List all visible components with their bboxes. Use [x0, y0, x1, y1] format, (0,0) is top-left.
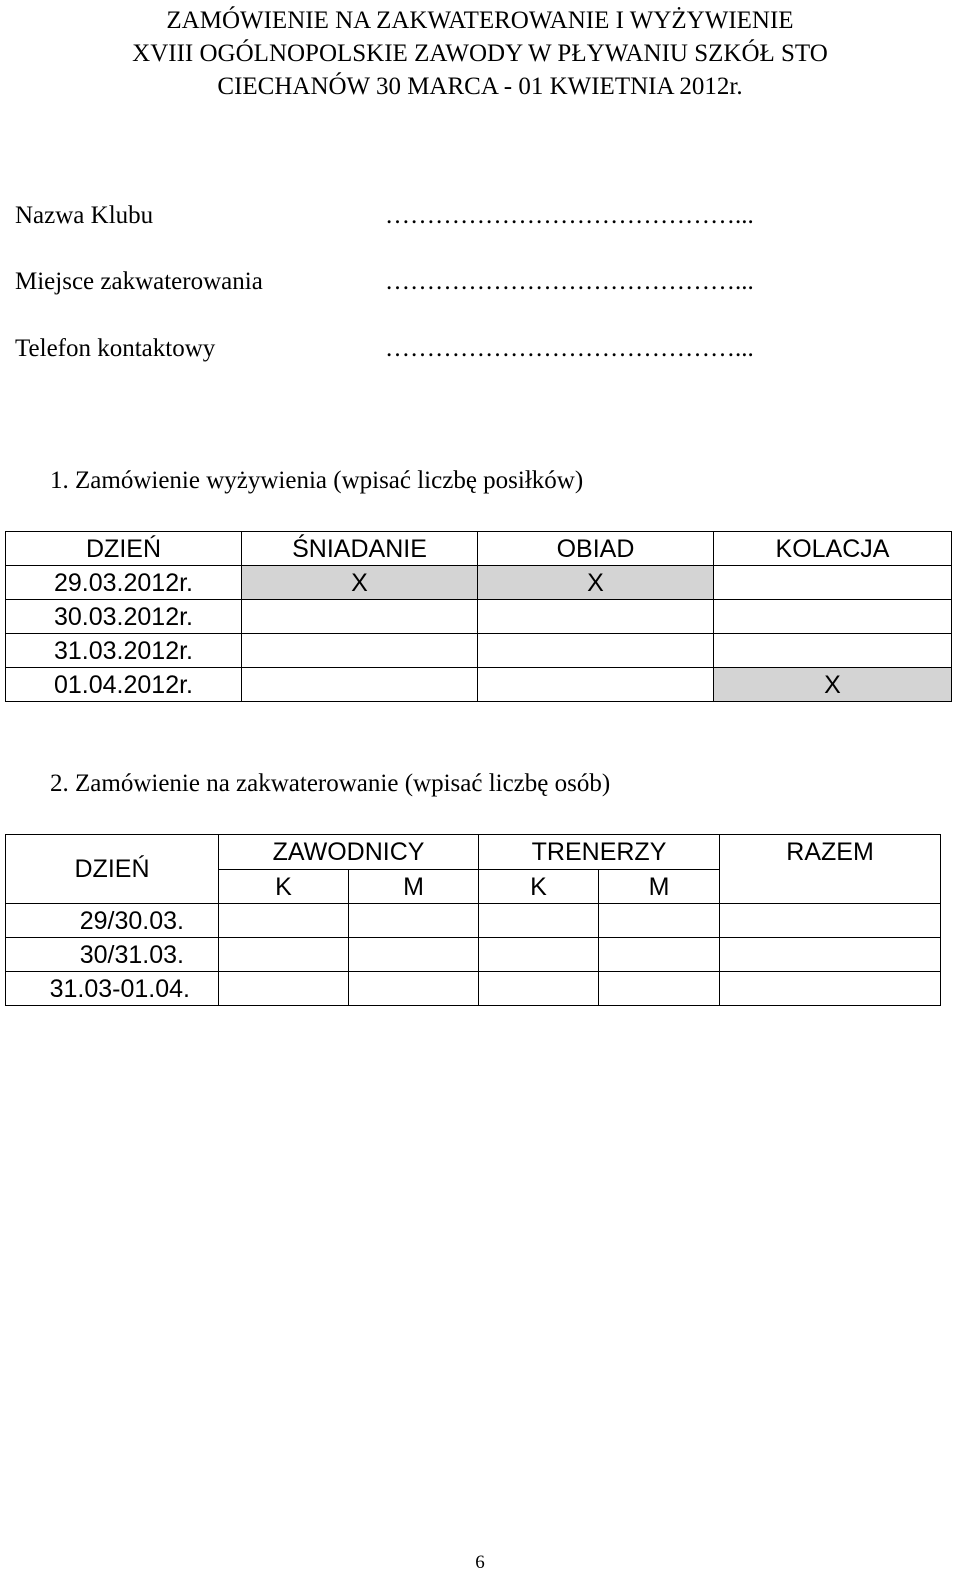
cell-lunch[interactable] [478, 668, 714, 702]
table-row [6, 566, 952, 600]
cell-athletes-men[interactable] [349, 972, 479, 1006]
document-title [0, 4, 960, 103]
cell-coaches-men[interactable] [599, 938, 720, 972]
field-value-club-name[interactable]: ……………………………………... [385, 202, 754, 229]
cell-dinner: X [714, 668, 952, 702]
subheader-coaches-men: M [599, 870, 720, 904]
cell-coaches-women[interactable] [479, 938, 599, 972]
header-day: DZIEŃ [6, 532, 242, 566]
cell-athletes-women[interactable] [219, 938, 349, 972]
row-day: 29.03.2012r. [6, 566, 242, 600]
subheader-athletes-women: K [219, 870, 349, 904]
cell-breakfast[interactable] [242, 668, 478, 702]
header-lunch: OBIAD [478, 532, 714, 566]
cell-coaches-women[interactable] [479, 972, 599, 1006]
row-day: 01.04.2012r. [6, 668, 242, 702]
table-row [6, 904, 941, 938]
field-value-phone[interactable]: ……………………………………... [385, 335, 754, 362]
cell-lunch: X [478, 566, 714, 600]
header-day: DZIEŃ [6, 835, 219, 904]
cell-coaches-men[interactable] [599, 904, 720, 938]
cell-athletes-men[interactable] [349, 904, 479, 938]
accommodation-table [5, 834, 941, 1006]
title-line-2: XVIII OGÓLNOPOLSKIE ZAWODY W PŁYWANIU SZKÓŁ STO [132, 40, 828, 67]
header-total: RAZEM [720, 835, 941, 904]
cell-lunch[interactable] [478, 634, 714, 668]
cell-total[interactable] [720, 904, 941, 938]
meals-header-row [6, 532, 952, 566]
cell-lunch[interactable] [478, 600, 714, 634]
subheader-coaches-women: K [479, 870, 599, 904]
title-line-1: ZAMÓWIENIE NA ZAKWATEROWANIE I WYŻYWIENIE [166, 7, 794, 34]
row-day: 30.03.2012r. [6, 600, 242, 634]
cell-total[interactable] [720, 938, 941, 972]
cell-coaches-men[interactable] [599, 972, 720, 1006]
table-row [6, 634, 952, 668]
field-label-club-name: Nazwa Klubu [15, 202, 154, 229]
title-line-3: CIECHANÓW 30 MARCA - 01 KWIETNIA 2012r. [217, 73, 743, 100]
accommodation-header-row [6, 835, 941, 870]
header-breakfast: ŚNIADANIE [242, 532, 478, 566]
subheader-athletes-men: M [349, 870, 479, 904]
row-day: 31.03-01.04. [6, 972, 219, 1006]
field-label-phone: Telefon kontaktowy [15, 335, 216, 362]
header-coaches: TRENERZY [479, 835, 720, 870]
table-row [6, 600, 952, 634]
section-2-heading: 2. Zamówienie na zakwaterowanie (wpisać liczbę osób) [50, 770, 611, 797]
cell-dinner[interactable] [714, 566, 952, 600]
cell-athletes-women[interactable] [219, 972, 349, 1006]
header-athletes: ZAWODNICY [219, 835, 479, 870]
cell-breakfast: X [242, 566, 478, 600]
table-row [6, 972, 941, 1006]
cell-athletes-men[interactable] [349, 938, 479, 972]
row-day: 29/30.03. [6, 904, 219, 938]
row-day: 30/31.03. [6, 938, 219, 972]
cell-breakfast[interactable] [242, 600, 478, 634]
page-number: 6 [475, 1552, 485, 1573]
header-dinner: KOLACJA [714, 532, 952, 566]
section-1-heading: 1. Zamówienie wyżywienia (wpisać liczbę posiłków) [50, 467, 584, 494]
cell-coaches-women[interactable] [479, 904, 599, 938]
cell-athletes-women[interactable] [219, 904, 349, 938]
table-row [6, 668, 952, 702]
field-value-accommodation[interactable]: ……………………………………... [385, 268, 754, 295]
table-row [6, 938, 941, 972]
cell-dinner[interactable] [714, 634, 952, 668]
meals-table [5, 531, 952, 702]
cell-total[interactable] [720, 972, 941, 1006]
cell-breakfast[interactable] [242, 634, 478, 668]
field-label-accommodation: Miejsce zakwaterowania [15, 268, 263, 295]
row-day: 31.03.2012r. [6, 634, 242, 668]
cell-dinner[interactable] [714, 600, 952, 634]
